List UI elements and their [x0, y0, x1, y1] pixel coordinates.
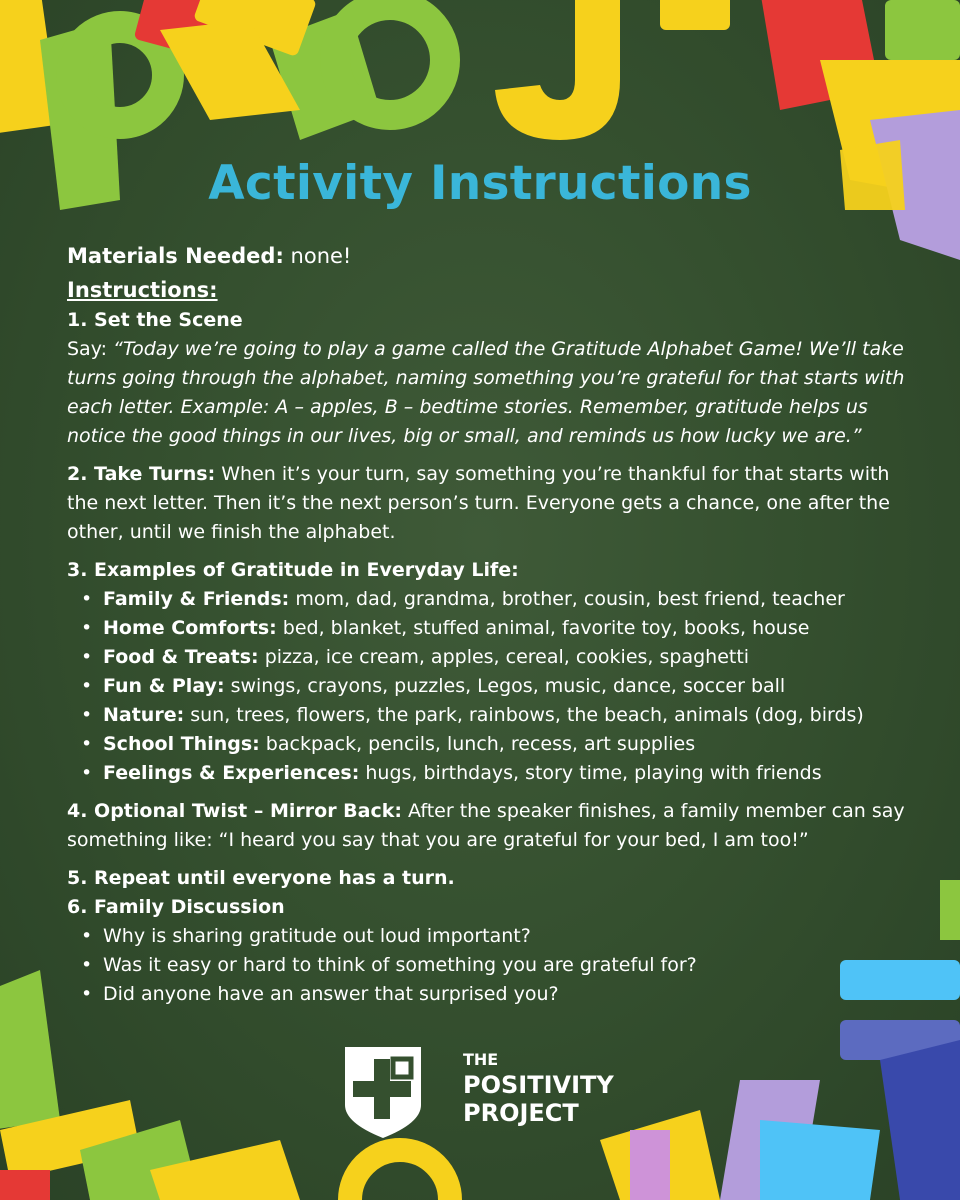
step1-heading: 1. Set the Scene: [67, 309, 243, 331]
list-item: [103, 672, 917, 701]
item-text: hugs, birthdays, story time, playing with friends: [365, 762, 822, 784]
step2-body: [67, 460, 917, 547]
shield-plus-icon: [343, 1045, 423, 1140]
step1-say-label: Say:: [67, 338, 107, 360]
instructions-heading: Instructions:: [67, 278, 218, 302]
item-label: Feelings & Experiences:: [103, 762, 360, 784]
materials-line: [67, 240, 917, 272]
item-text: swings, crayons, puzzles, Legos, music, dance, soccer ball: [230, 675, 786, 697]
list-item: [103, 759, 917, 788]
list-item: • Why is sharing gratitude out loud important?: [103, 922, 917, 951]
logo-line-1: THE: [463, 1050, 499, 1069]
item-label: Fun & Play:: [103, 675, 225, 697]
step2-text: When it’s your turn, say something you’re thankful for that starts with the next letter. Then it’s the next person’s turn. Everyone gets a chance, one after the other, until we finish the alphabet.: [67, 463, 890, 543]
list-item: [103, 701, 917, 730]
discussion-questions-list: [67, 922, 917, 1009]
instructions-body: [67, 240, 917, 1009]
list-item: • Did anyone have an answer that surprised you?: [103, 980, 917, 1009]
list-item: [103, 614, 917, 643]
item-text: bed, blanket, stuffed animal, favorite toy, books, house: [282, 617, 810, 639]
list-item: [103, 585, 917, 614]
materials-value: none!: [290, 244, 352, 268]
step4-body: [67, 797, 917, 855]
list-item: • Was it easy or hard to think of something you are grateful for?: [103, 951, 917, 980]
positivity-project-logo: [343, 1045, 633, 1145]
item-label: Home Comforts:: [103, 617, 277, 639]
step2-heading: 2. Take Turns:: [67, 463, 216, 485]
gratitude-examples-list: [67, 585, 917, 788]
step1-body: [67, 335, 917, 451]
item-text: mom, dad, grandma, brother, cousin, best friend, teacher: [295, 588, 845, 610]
item-label: School Things:: [103, 733, 260, 755]
step6-heading: 6. Family Discussion: [67, 896, 285, 918]
item-label: Family & Friends:: [103, 588, 290, 610]
step3-heading: 3. Examples of Gratitude in Everyday Life:: [67, 559, 519, 581]
item-label: Nature:: [103, 704, 185, 726]
step1-say-text: “Today we’re going to play a game called the Gratitude Alphabet Game! We’ll take turns going through the alphabet, naming something you’re grateful for that starts with each letter. Example: A – apples, B – bedtime stories. Remember, gratitude helps us notice the good things in our lives, big or small, and reminds us how lucky we are.”: [67, 338, 905, 447]
item-text: pizza, ice cream, apples, cereal, cookies, spaghetti: [264, 646, 750, 668]
step5-heading: 5. Repeat until everyone has a turn.: [67, 867, 455, 889]
step4-heading: 4. Optional Twist – Mirror Back:: [67, 800, 402, 822]
materials-label: Materials Needed:: [67, 244, 284, 268]
step4-text: After the speaker finishes, a family member can say something like: “I heard you say that you are grateful for your bed, I am too!”: [67, 800, 905, 851]
list-item: [103, 730, 917, 759]
page-title: Activity Instructions: [208, 156, 752, 211]
item-text: backpack, pencils, lunch, recess, art supplies: [265, 733, 696, 755]
item-text: sun, trees, flowers, the park, rainbows, the beach, animals (dog, birds): [190, 704, 864, 726]
logo-line-2: POSITIVITY: [463, 1071, 614, 1099]
list-item: [103, 643, 917, 672]
item-label: Food & Treats:: [103, 646, 259, 668]
logo-line-3: PROJECT: [463, 1099, 579, 1127]
logo-wordmark: [463, 1049, 614, 1127]
